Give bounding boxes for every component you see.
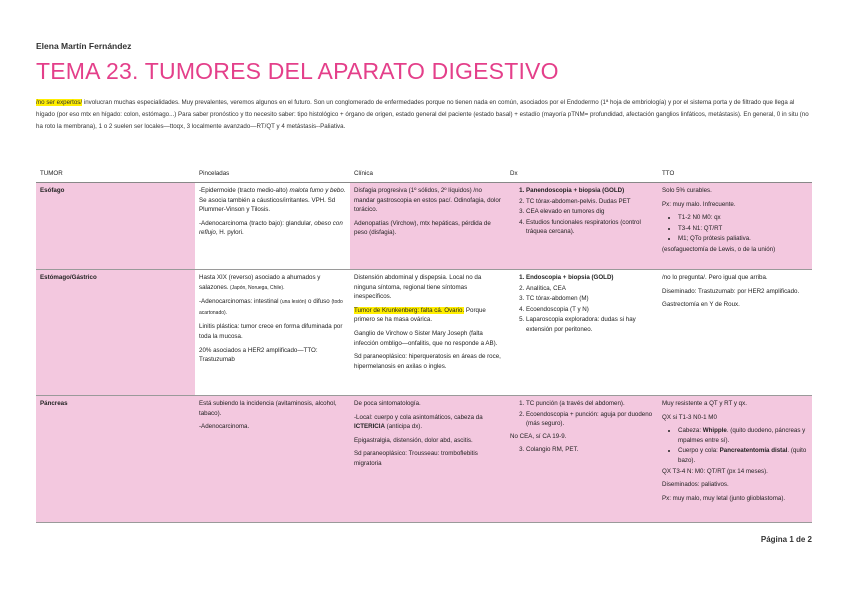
cell-tumor: Páncreas <box>36 396 195 523</box>
cell-tto: Muy resistente a QT y RT y qx. QX si T1-3 N0-1 M0 • Cabeza: Whipple. (quito duodeno, páncreas y mpalmes entre sí). • Cuerpo y cola: Pancreatentomía distal. (quito bazo). QX T3-4 N: M0: QT/RT (px 14 meses). Diseminados: paliativos. Px: muy malo, muy letal (junto glioblastoma). <box>658 396 812 523</box>
tumors-table <box>36 168 812 523</box>
table-header-row <box>36 168 812 183</box>
header-pinceladas: Pinceladas <box>199 170 230 177</box>
cell-pinceladas: Hasta XIX (reverso) asociado a ahumados y salazones. (Japón, Noruega, Chile). -Adenocarcinomas: intestinal (una lesión) o difuso (todo acartonado). Linitis plástica: tumor crece en forma difuminada por toda la mucosa. 20% asociados a HER2 amplificado—TTO: Trastuzumab <box>195 270 350 396</box>
highlight-krunkenberg: Tumor de Krunkenberg: falta cá. Ovario. <box>354 306 465 314</box>
header-tumor: TUMOR <box>40 170 63 177</box>
list-item: • Cabeza: Whipple. (quito duodeno, páncreas y mpalmes entre sí). <box>678 426 808 445</box>
list-item: 4. Ecoendoscopia (T y N) <box>526 305 654 315</box>
cell-dx: 1. TC punción (a través del abdomen). 2. Ecoendoscopia + punción: aguja por duodeno (más seguro). No CEA, sí CA 19-9. 3. Colangio RM, PET. <box>506 396 658 523</box>
list-item: • T1-2 N0 M0: qx <box>678 213 808 223</box>
list-item: 1. TC punción (a través del abdomen). <box>526 399 654 409</box>
cell-pinceladas: -Epidermoide (tracto medio-alto) malota fumo y bebo. Se asocia también a cáusticos/irritantes. VPH. Sd Plummer-Vinson y Tilosis. -Adenocarcinoma (tracto bajo): glandular, obeso con reflujo, H. pylori. <box>195 183 350 270</box>
list-item: 1. Endoscopia + biopsia (GOLD) <box>526 273 654 283</box>
intro-highlight: /no ser expertos/ <box>36 99 83 106</box>
cell-tumor: Esófago <box>36 183 195 270</box>
cell-tto: /no lo pregunta/. Pero igual que arriba. Diseminado: Trastuzumab: por HER2 amplificado. Gastrectomía en Y de Roux. <box>658 270 812 396</box>
cell-clinica: Distensión abdominal y dispepsia. Local no da ninguna síntoma, regional tiene síntomas inespecíficos. Tumor de Krunkenberg: falta cá. Ovario. Porque primero se ha masa ovárica. Ganglio de Virchow o Sister Mary Joseph (falta infección ombligo—onfalitis, que no responde a AB). Sd paraneoplásico: hiperqueratosis en áreas de roce, hipermelanosis en axilas o ingles. <box>350 270 506 396</box>
cell-dx <box>506 270 658 396</box>
page-title: TEMA 23. TUMORES DEL APARATO DIGESTIVO <box>36 58 559 84</box>
list-item: 2. Analítica, CEA <box>526 284 654 294</box>
page-number: Página 1 de 2 <box>760 535 812 544</box>
list-item: • T3-4 N1: QT/RT <box>678 224 808 234</box>
header-tto: TTO <box>662 170 675 177</box>
list-item: 5. Laparoscopia exploradora: dudas si hay extensión por peritoneo. <box>526 315 654 334</box>
list-item: 3. TC tórax-abdomen (M) <box>526 294 654 304</box>
list-item: 2. TC tórax-abdomen-pelvis. Dudas PET <box>526 197 654 207</box>
list-item: • Cuerpo y cola: Pancreatentomía distal. (quito bazo). <box>678 446 808 465</box>
header-clinica: Clínica <box>354 170 373 177</box>
list-item: 2. Ecoendoscopia + punción: aguja por duodeno (más seguro). <box>526 410 654 429</box>
cell-tto: Solo 5% curables. Px: muy malo. Infrecuente. • T1-2 N0 M0: qx • T3-4 N1: QT/RT • M1; QTo prótesis paliativa. (esofaguectomía de Lewis, o de la unión) <box>658 183 812 270</box>
intro-paragraph <box>36 97 812 133</box>
cell-pinceladas: Está subiendo la incidencia (avitaminosis, alcohol, tabaco). -Adenocarcinoma. <box>195 396 350 523</box>
cell-dx <box>506 183 658 270</box>
list-item: 3. CEA elevado en tumores dig <box>526 207 654 217</box>
table-row-esofago <box>36 183 812 270</box>
cell-tumor: Estómago/Gástrico <box>36 270 195 396</box>
list-item: 1. Panendoscopia + biopsia (GOLD) <box>526 186 654 196</box>
intro-text-1: involucran muchas especialidades. Muy prevalentes, veremos algunos en el futuro. Son un conglomerado de enfermedades porque no tienen nada en común, asociados por el Endodermo (1ª hoja de embriología) y por el sistema porta y de filtrado que llega al hígado (por eso mtx en hígado: colon, estómago...) Para saber pronóstico <box>36 99 795 118</box>
table-row-estomago <box>36 270 812 396</box>
cell-clinica: De poca sintomatología. -Local: cuerpo y cola asintomáticos, cabeza da ICTERICIA (anticipa dx). Epigastralgia, distensión, dolor abd, ascitis. Sd paraneoplásico: Trousseau: tromboflebitis migratoria <box>350 396 506 523</box>
intro-text-2: y tto necesito saber: tipo histológico + órgano de origen, estado general del paciente (estado basal) + estadío (mayoría pTNM= profundidad, afectación ganglios linfáticos, metástasis). En general, 0 in situ (no ha roto la membrana), 1 o 2 suelen ser locales—ttoqx, 3 localmente avanzado—RT/QT y 4 metástasis--Paliativa. <box>36 111 809 130</box>
list-item: 3. Colangio RM, PET. <box>526 445 654 455</box>
list-item: • M1; QTo prótesis paliativa. <box>678 234 808 244</box>
table-row-pancreas <box>36 396 812 523</box>
header-dx: Dx <box>510 170 518 177</box>
author-name: Elena Martín Fernández <box>36 41 132 51</box>
cell-clinica: Disfagia progresiva (1º sólidos, 2º líquidos) /no mandar gastroscopia en estos pac/. Odinofagia, dolor torácico. Adenopatías (Virchow), mtx hepáticas, pérdida de peso (disfagia). <box>350 183 506 270</box>
list-item: 4. Estudios funcionales respiratorios (control tráquea cercana). <box>526 218 654 237</box>
